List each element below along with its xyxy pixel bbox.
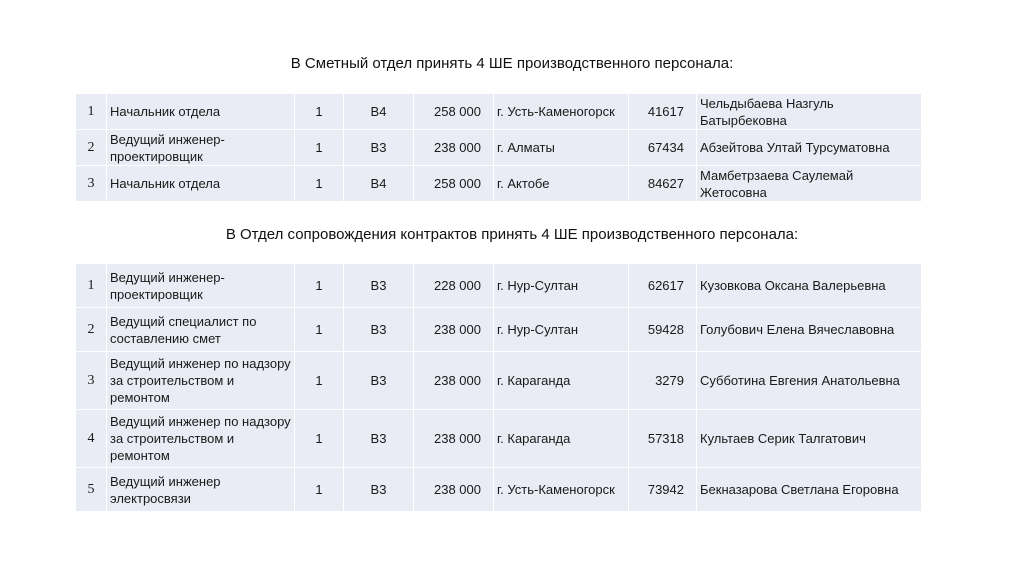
table-row: [76, 264, 922, 308]
salary-cell: 258 000: [414, 94, 494, 130]
salary-cell: 238 000: [414, 410, 494, 468]
qty-cell: 1: [295, 264, 344, 308]
city-cell: г. Караганда: [494, 352, 629, 410]
row-number: 1: [76, 264, 107, 308]
grade-cell: В4: [344, 94, 414, 130]
grade-cell: В4: [344, 166, 414, 202]
position-cell: Ведущий инженер электросвязи: [107, 468, 295, 512]
qty-cell: 1: [295, 166, 344, 202]
salary-cell: 238 000: [414, 130, 494, 166]
table-row: [76, 166, 922, 202]
qty-cell: 1: [295, 410, 344, 468]
employee-name-cell: Культаев Серик Талгатович: [697, 410, 922, 468]
grade-cell: В3: [344, 468, 414, 512]
employee-name-cell: Бекназарова Светлана Егоровна: [697, 468, 922, 512]
row-number: 1: [76, 94, 107, 130]
salary-cell: 238 000: [414, 308, 494, 352]
position-cell: Ведущий инженер по надзору за строительством и ремонтом: [107, 410, 295, 468]
position-cell: Начальник отдела: [107, 166, 295, 202]
city-cell: г. Усть-Каменогорск: [494, 94, 629, 130]
table-row: [76, 410, 922, 468]
grade-cell: В3: [344, 130, 414, 166]
table-row: [76, 308, 922, 352]
code-cell: 41617: [629, 94, 697, 130]
salary-cell: 238 000: [414, 352, 494, 410]
salary-cell: 258 000: [414, 166, 494, 202]
table-row: [76, 468, 922, 512]
position-cell: Ведущий инженер-проектировщик: [107, 264, 295, 308]
employee-name-cell: Мамбетрзаева Саулемай Жетосовна: [697, 166, 922, 202]
position-cell: Начальник отдела: [107, 94, 295, 130]
city-cell: г. Алматы: [494, 130, 629, 166]
position-cell: Ведущий специалист по составлению смет: [107, 308, 295, 352]
grade-cell: В3: [344, 308, 414, 352]
code-cell: 59428: [629, 308, 697, 352]
qty-cell: 1: [295, 468, 344, 512]
qty-cell: 1: [295, 130, 344, 166]
employee-name-cell: Субботина Евгения Анатольевна: [697, 352, 922, 410]
table-row: [76, 94, 922, 130]
row-number: 5: [76, 468, 107, 512]
grade-cell: В3: [344, 264, 414, 308]
employee-name-cell: Чельдыбаева Назгуль Батырбековна: [697, 94, 922, 130]
row-number: 3: [76, 352, 107, 410]
code-cell: 57318: [629, 410, 697, 468]
qty-cell: 1: [295, 352, 344, 410]
city-cell: г. Нур-Султан: [494, 264, 629, 308]
section2-table: [76, 264, 922, 512]
row-number: 4: [76, 410, 107, 468]
code-cell: 62617: [629, 264, 697, 308]
section1-title: В Сметный отдел принять 4 ШЕ производственного персонала:: [290, 55, 734, 72]
city-cell: г. Караганда: [494, 410, 629, 468]
code-cell: 3279: [629, 352, 697, 410]
city-cell: г. Усть-Каменогорск: [494, 468, 629, 512]
employee-name-cell: Абзейтова Ултай Турсуматовна: [697, 130, 922, 166]
table-row: [76, 352, 922, 410]
grade-cell: В3: [344, 410, 414, 468]
employee-name-cell: Кузовкова Оксана Валерьевна: [697, 264, 922, 308]
position-cell: Ведущий инженер по надзору за строительством и ремонтом: [107, 352, 295, 410]
grade-cell: В3: [344, 352, 414, 410]
qty-cell: 1: [295, 94, 344, 130]
code-cell: 73942: [629, 468, 697, 512]
position-cell: Ведущий инженер-проектировщик: [107, 130, 295, 166]
employee-name-cell: Голубович Елена Вячеславовна: [697, 308, 922, 352]
salary-cell: 238 000: [414, 468, 494, 512]
row-number: 3: [76, 166, 107, 202]
section2-title: В Отдел сопровождения контрактов принять 4 ШЕ производственного персонала:: [225, 226, 799, 243]
section1-table: [76, 94, 922, 202]
table-row: [76, 130, 922, 166]
city-cell: г. Актобе: [494, 166, 629, 202]
qty-cell: 1: [295, 308, 344, 352]
salary-cell: 228 000: [414, 264, 494, 308]
row-number: 2: [76, 130, 107, 166]
code-cell: 67434: [629, 130, 697, 166]
code-cell: 84627: [629, 166, 697, 202]
city-cell: г. Нур-Султан: [494, 308, 629, 352]
row-number: 2: [76, 308, 107, 352]
